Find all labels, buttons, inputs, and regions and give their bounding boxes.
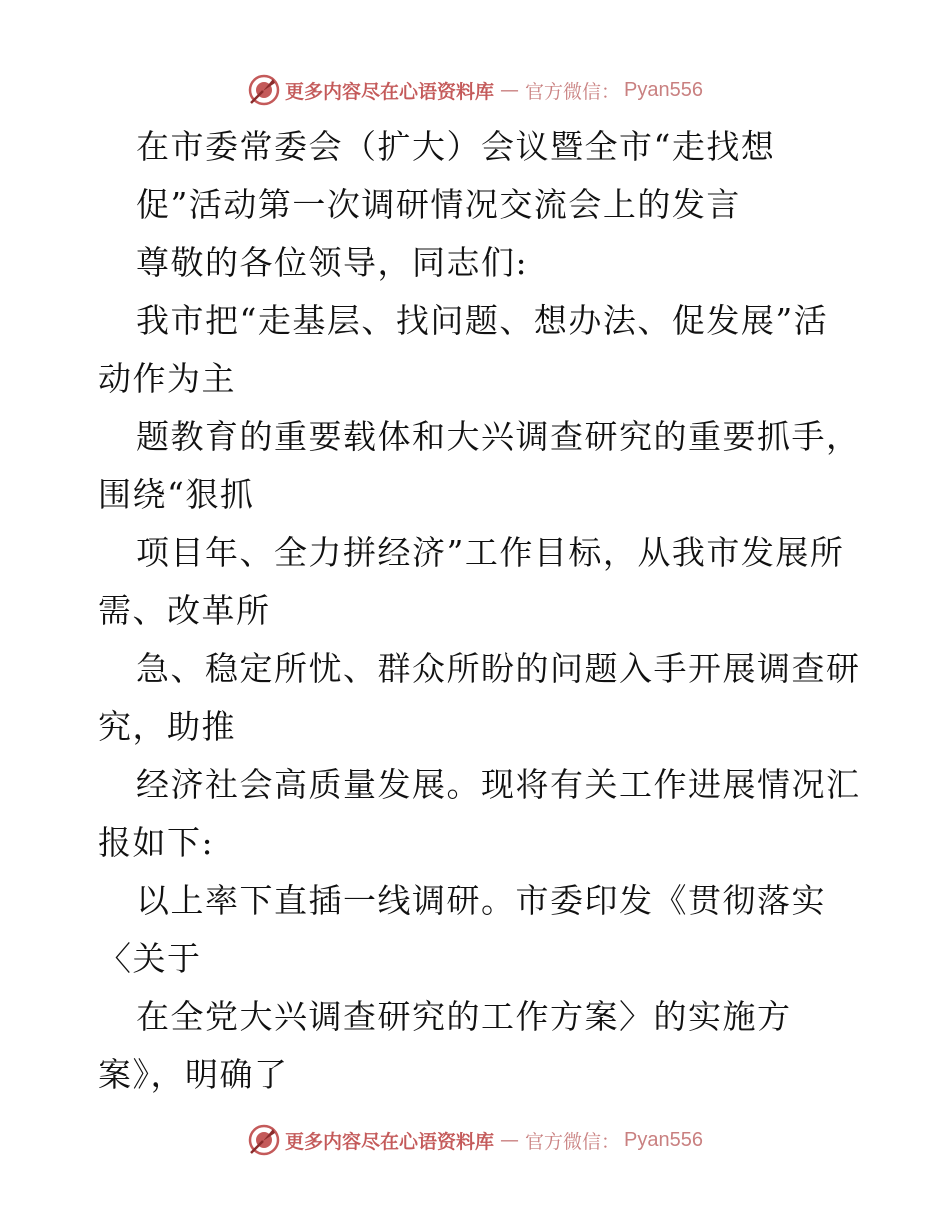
watermark-main-text: 更多内容尽在心语资料库: [285, 80, 495, 103]
watermark-handle: Pyan556: [624, 78, 703, 101]
header-watermark: [0, 70, 950, 110]
paragraph-line: 动作为主: [98, 359, 236, 398]
watermark-sub-text: 官方微信：: [525, 1130, 621, 1153]
title-line-2: 促”活动第一次调研情况交流会上的发言: [136, 185, 741, 224]
paragraph-line: 究，助推: [98, 707, 236, 746]
footer-watermark: [0, 1120, 950, 1160]
paragraph-line: 题教育的重要载体和大兴调查研究的重要抓手，: [136, 417, 861, 456]
paragraph-line: 案》，明确了: [98, 1055, 289, 1094]
paragraph-line: 〈关于: [98, 939, 202, 978]
watermark-main-text: 更多内容尽在心语资料库: [285, 1130, 495, 1153]
paragraph-line: 项目年、全力拼经济”工作目标，从我市发展所: [136, 533, 845, 572]
paragraph-line: 在全党大兴调查研究的工作方案〉的实施方: [136, 997, 792, 1036]
watermark-handle: Pyan556: [624, 1128, 703, 1151]
watermark-sub-text: 官方微信：: [525, 80, 621, 103]
paragraph-line: 经济社会高质量发展。现将有关工作进展情况汇: [136, 765, 861, 804]
salutation: 尊敬的各位领导，同志们:: [136, 243, 529, 282]
paragraph-line: 报如下:: [98, 823, 215, 862]
watermark-separator: —: [500, 1129, 520, 1151]
paragraph-line: 以上率下直插一线调研。市委印发《贯彻落实: [136, 881, 826, 920]
paragraph-line: 需、改革所: [98, 591, 271, 630]
paragraph-line: 急、稳定所忧、群众所盼的问题入手开展调查研: [136, 649, 861, 688]
paragraph-line: 围绕“狠抓: [98, 475, 255, 514]
watermark-separator: —: [500, 79, 520, 101]
document-body: [98, 118, 861, 1104]
quill-logo-icon: [247, 1123, 281, 1157]
quill-logo-icon: [247, 73, 281, 107]
paragraph-line: 我市把“走基层、找问题、想办法、促发展”活: [136, 301, 829, 340]
title-line-1: 在市委常委会（扩大）会议暨全市“走找想: [136, 127, 776, 166]
